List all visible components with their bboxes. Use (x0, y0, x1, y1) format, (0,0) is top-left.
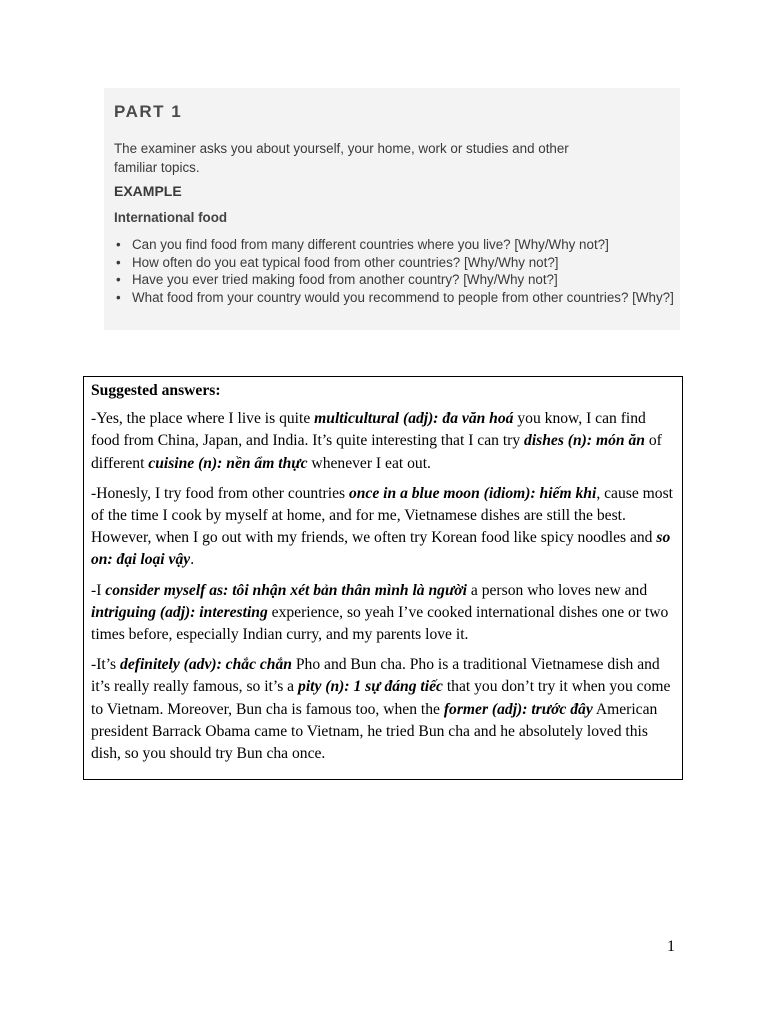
list-item (114, 236, 674, 254)
answer-text: American president Barrack Obama came to Vietnam, he tried Bun cha and he absolutely loved this dish, so you should try Bun cha once. (91, 700, 658, 763)
part-title: PART 1 (114, 102, 183, 121)
answer-text: of different (91, 432, 662, 472)
question-text: Can you find food from many different countries where you live? [Why/Why not?] (132, 237, 609, 252)
question-text: Have you ever tried making food from another country? [Why/Why not?] (132, 272, 558, 287)
vocab-term: intriguing (adj): interesting (91, 603, 268, 621)
bullet-icon: • (116, 272, 121, 287)
list-item (114, 271, 674, 289)
answer-paragraph-2 (91, 483, 675, 572)
vocab-term: former (adj): trước đây (443, 700, 593, 718)
vocab-term: multicultural (adj): đa văn hoá (314, 410, 514, 428)
answer-text: , cause most of the time I cook by myself at home, and for me, Vietnamese dishes are still the best. However, when I go out with my friends, we often try Korean food like spicy noodles and (91, 484, 673, 547)
answer-text: a person who loves new and (467, 581, 648, 599)
bullet-icon: • (116, 289, 121, 305)
part-intro: The examiner asks you about yourself, your home, work or studies and other familiar topics. (114, 141, 569, 175)
question-text: How often do you eat typical food from other countries? [Why/Why not?] (132, 254, 559, 270)
question-list (114, 236, 674, 306)
answer-text: -Honesly, I try food from other countries (91, 484, 349, 502)
question-text: What food from your country would you recommend to people from other countries? [Why?] (132, 289, 674, 305)
exam-part-image (104, 88, 680, 330)
vocab-term: definitely (adv): chắc chắn (120, 656, 292, 674)
vocab-term: consider myself as: tôi nhận xét bản thân mình là người (105, 581, 467, 599)
answer-text: Pho and Bun cha. Pho is a traditional Vietnamese dish and it’s really really famous, so it’s a (91, 656, 660, 696)
answer-text: that you don’t try it when you come to Vietnam. Moreover, Bun cha is famous too, when the (91, 678, 671, 718)
answer-text: . (190, 551, 195, 569)
answer-paragraph-4 (91, 654, 675, 765)
vocab-term: so on: đại loại vậy (91, 529, 671, 569)
answers-heading: Suggested answers: (91, 382, 221, 399)
answer-text: you know, I can find food from China, Japan, and India. It’s quite interesting that I can try (91, 410, 646, 450)
list-item (114, 289, 674, 307)
list-item (114, 254, 674, 272)
vocab-term: once in a blue moon (idiom): hiếm khi (348, 484, 597, 502)
answer-text: -I (91, 581, 106, 599)
answer-text: -Yes, the place where I live is quite (91, 410, 315, 428)
answer-paragraph-1 (91, 408, 675, 475)
vocab-term: cuisine (n): nền ẩm thực (148, 454, 308, 472)
example-heading: EXAMPLE (114, 183, 182, 199)
answer-text: experience, so yeah I’ve cooked international dishes one or two times before, especially Indian curry, and my parents love it. (91, 603, 669, 644)
answer-paragraph-3 (91, 580, 675, 647)
bullet-icon: • (116, 237, 121, 252)
page-number: 1 (667, 938, 675, 955)
vocab-term: pity (n): 1 sự đáng tiếc (298, 678, 443, 696)
answer-text: whenever I eat out. (307, 454, 431, 472)
suggested-answers-box (83, 376, 683, 780)
topic-title: International food (114, 210, 228, 225)
vocab-term: dishes (n): món ăn (524, 432, 645, 450)
bullet-icon: • (116, 254, 121, 270)
answer-text: -It’s (91, 656, 121, 674)
